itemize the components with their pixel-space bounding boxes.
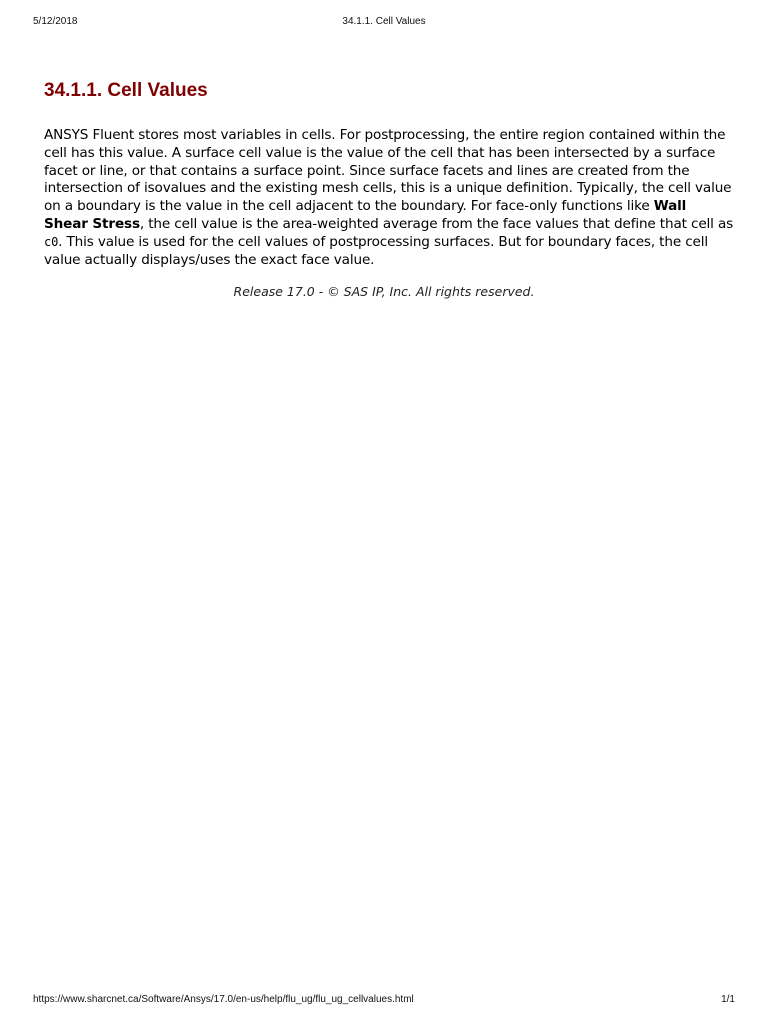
body-paragraph	[44, 127, 734, 269]
print-url: https://www.sharcnet.ca/Software/Ansys/17.0/en-us/help/flu_ug/flu_ug_cellvalues.html	[33, 994, 414, 1005]
paragraph-text-2: , the cell value is the area-weighted average from the face values that define that cell as	[139, 215, 734, 232]
cell-code: c0	[44, 234, 59, 249]
wall-shear-stress-term: Wall Shear Stress	[44, 198, 687, 232]
page-title: 34.1.1. Cell Values	[44, 80, 208, 101]
paragraph-text-1: ANSYS Fluent stores most variables in cells. For postprocessing, the entire region contained within the cell has this value. A surface cell value is the value of the cell that has been intersected by a surface facet or line, or that contains a surface point. Since surface facets and lines are created from the intersection of isovalues and the existing mesh cells, this is a unique definition. Typically, the cell value on a boundary is the value in the cell adjacent to the boundary. For face-only functions like	[44, 127, 732, 215]
page-number: 1/1	[721, 994, 735, 1005]
release-note: Release 17.0 - © SAS IP, Inc. All rights reserved.	[233, 284, 535, 299]
print-title: 34.1.1. Cell Values	[342, 16, 426, 27]
print-date: 5/12/2018	[33, 16, 78, 27]
paragraph-text-3: . This value is used for the cell values of postprocessing surfaces. But for boundary faces, the cell value actually displays/uses the exact face value.	[44, 233, 708, 268]
